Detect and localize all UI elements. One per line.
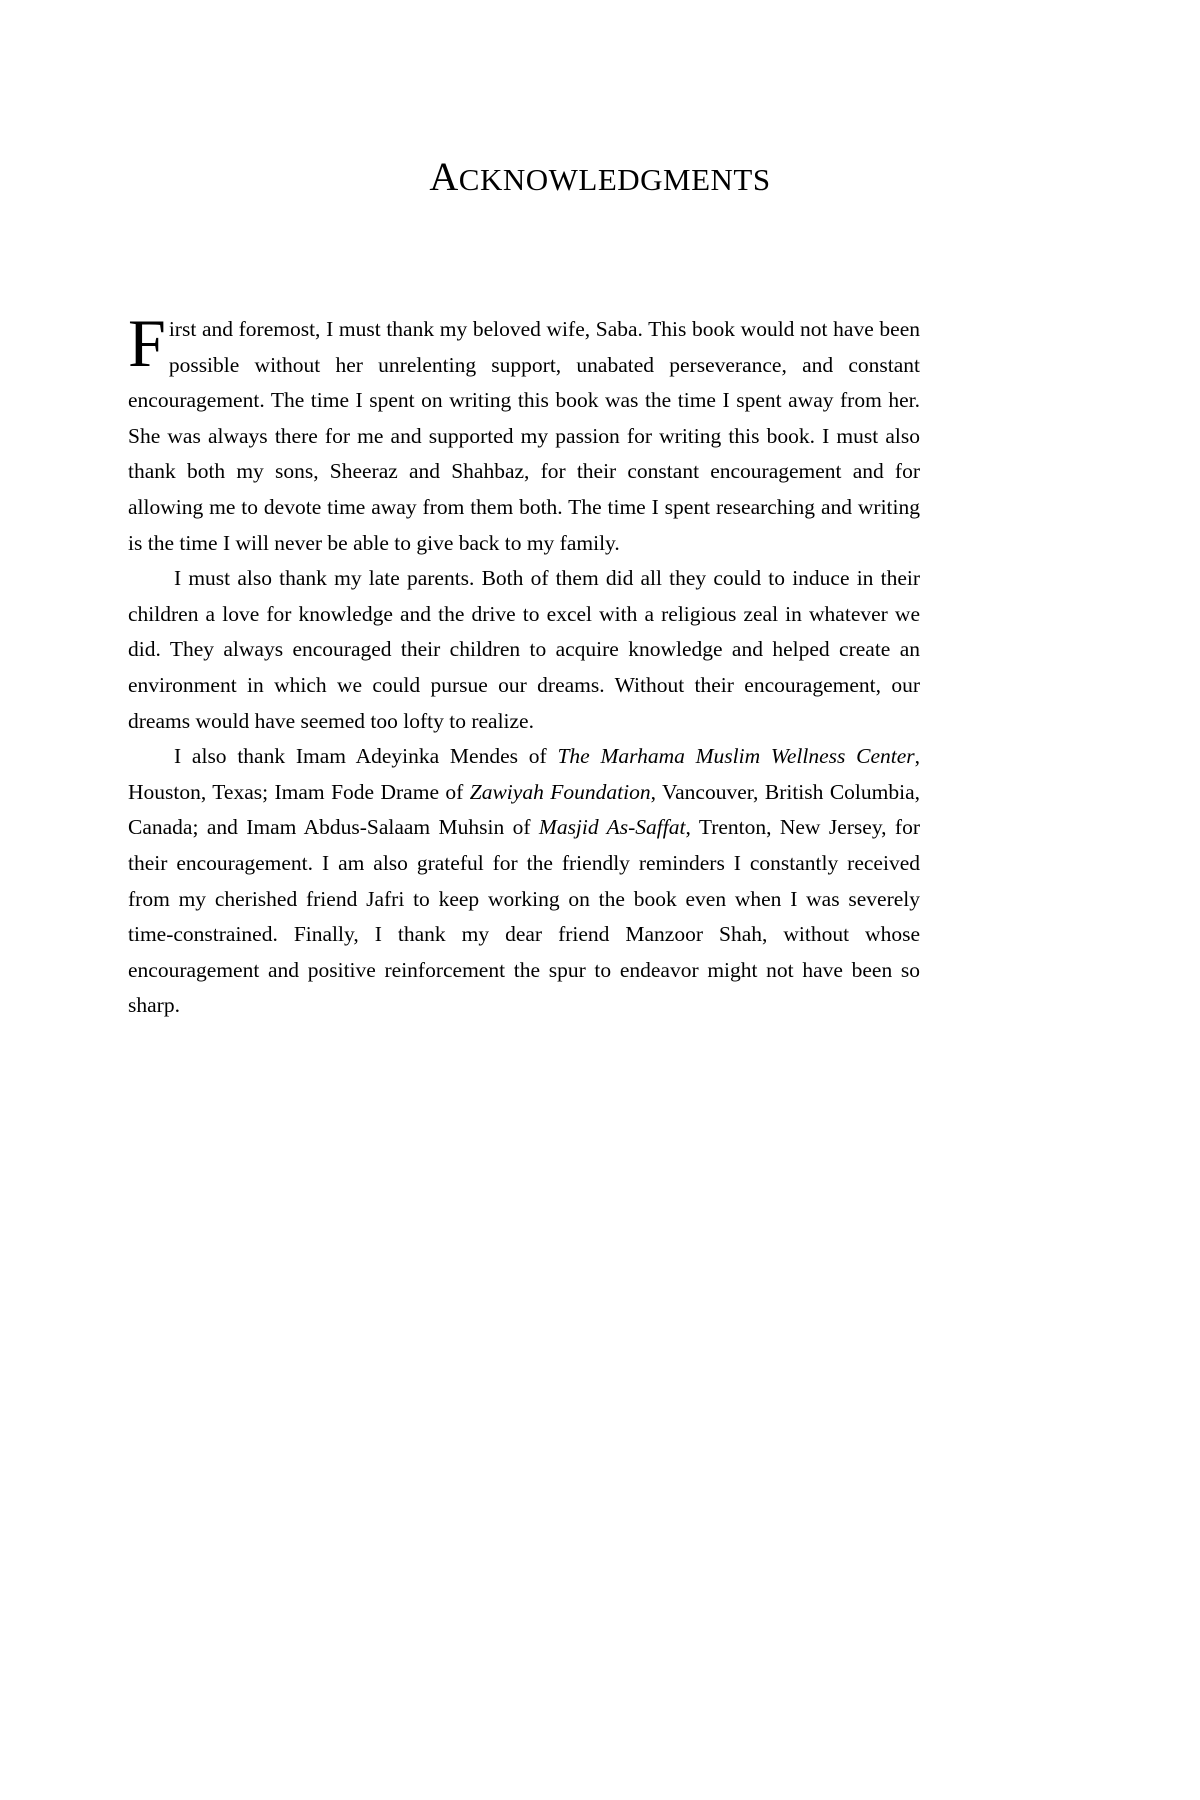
paragraph-3-seg-1: I also thank Imam Adeyinka Mendes of: [174, 744, 558, 769]
paragraph-3-seg-4: , Trenton, New Jersey, for their encouragement. I am also grateful for the friendly reminders I constantly received from my cherished friend Jafri to keep working on the book even when I was severely time-constrained. Finally, I thank my dear friend Manzoor Shah, without whose encouragement and positive reinforcement the spur to endeavor might not have been so sharp.: [128, 815, 920, 1018]
paragraph-1: [128, 305, 920, 561]
body-text-block: [128, 305, 920, 1024]
org-name-masjid-as-saffat: Masjid As-Saffat: [538, 815, 686, 840]
paragraph-2: [128, 561, 920, 739]
org-name-zawiyah-foundation: Zawiyah Foundation: [469, 779, 651, 804]
drop-cap-letter: F: [128, 305, 166, 381]
paragraph-1-text: irst and foremost, I must thank my beloved wife, Saba. This book would not have been possible without her unrelenting support, unabated perseverance, and constant encouragement. The time I spent on writing this book was the time I spent away from her. She was always there for me and supported my passion for writing this book. I must also thank both my sons, Sheeraz and Shahbaz, for their constant encouragement and for allowing me to devote time away from them both. The time I spent researching and writing is the time I will never be able to give back to my family.: [128, 317, 920, 555]
page-title-initial: A: [429, 153, 459, 199]
page-title: [0, 155, 1200, 199]
paragraph-3-seg-3: , Vancouver, British Columbia, Canada; and Imam Abdus-Salaam Muhsin of: [128, 779, 920, 840]
paragraph-2-text: I must also thank my late parents. Both of them did all they could to induce in their children a love for knowledge and the drive to excel with a religious zeal in whatever we did. They always encouraged their children to acquire knowledge and helped create an environment in which we could pursue our dreams. Without their encouragement, our dreams would have seemed too lofty to realize.: [128, 566, 920, 733]
page-title-remainder: CKNOWLEDGMENTS: [458, 161, 771, 197]
org-name-marhama-center: The Marhama Muslim Wellness Center: [557, 744, 915, 769]
paragraph-3: [128, 739, 920, 1024]
paragraph-3-seg-2: , Houston, Texas; Imam Fode Drame of: [128, 744, 920, 804]
